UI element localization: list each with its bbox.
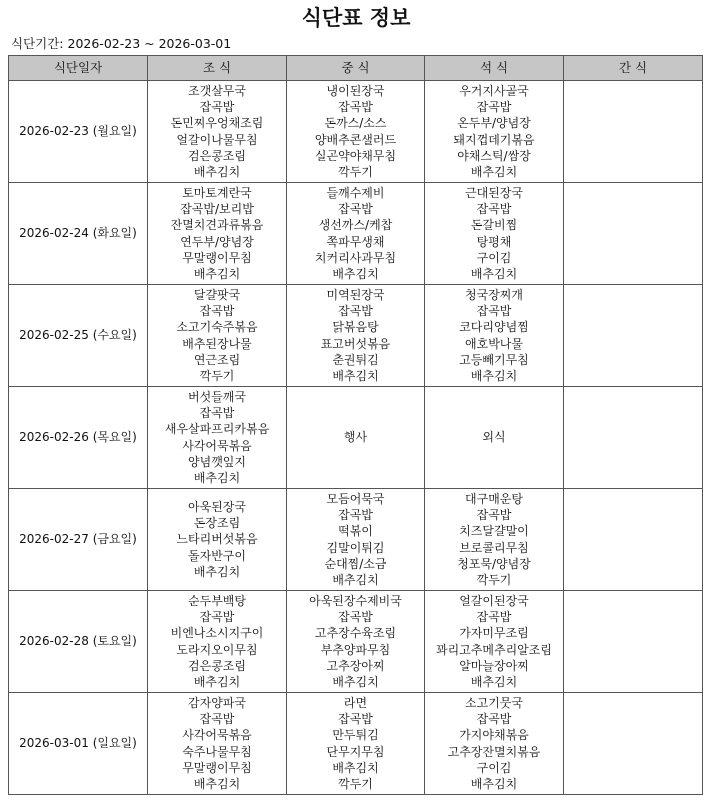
dish-item: 표고버섯볶음 (320, 336, 391, 351)
dish-item: 잡곡밥 (476, 201, 512, 216)
dish-item: 냉이된장국 (326, 83, 385, 98)
dish-item: 배추김치 (470, 675, 518, 690)
dish-item: 잡곡밥 (476, 609, 512, 624)
table-row (9, 591, 703, 693)
dish-item: 사각어묵볶음 (182, 438, 252, 453)
dish-item: 잡곡밥 (199, 99, 235, 114)
dish-item: 양념깻잎지 (188, 454, 246, 469)
dish-item: 잡곡밥 (476, 507, 512, 522)
meal-table (8, 55, 703, 795)
dish-item: 모듬어묵국 (326, 491, 385, 506)
dish-item: 고추장아찌 (326, 658, 385, 673)
dish-item: 새우살파프리카볶음 (164, 422, 270, 437)
dish-item: 외식 (482, 430, 506, 445)
dish-item: 고등빼기무침 (459, 352, 529, 367)
dish-item: 잡곡밥 (338, 303, 373, 318)
snack-cell (564, 693, 703, 795)
dish-item: 순두부백탕 (188, 593, 246, 608)
dish-item: 잡곡밥/보리밥 (180, 201, 254, 216)
meal-table-body (9, 81, 703, 795)
dish-item: 야채스틱/쌈장 (457, 148, 531, 163)
breakfast-cell (148, 183, 287, 285)
dish-item: 배추김치 (332, 369, 379, 384)
page-title: 식단표 정보 (301, 6, 411, 30)
dish-item: 잡곡밥 (199, 405, 235, 420)
dish-item: 생선까스/케찹 (318, 218, 393, 233)
date-cell: 2026-02-24 (화요일) (9, 183, 148, 285)
dish-item: 깍두기 (338, 165, 373, 180)
dish-item: 검은콩조림 (188, 148, 246, 163)
dish-item: 깍두기 (338, 777, 373, 792)
dish-item: 감자양파국 (188, 695, 246, 710)
dinner-cell (425, 591, 564, 693)
dish-item: 온두부/양념장 (457, 116, 531, 131)
dish-item: 들깨수제비 (326, 185, 385, 200)
dish-item: 김말이튀김 (326, 540, 385, 555)
lunch-cell (287, 183, 425, 285)
date-cell: 2026-02-25 (수요일) (9, 285, 148, 387)
column-header-breakfast: 조 식 (148, 56, 287, 81)
meal-period-value: 2026-02-23 ~ 2026-03-01 (67, 36, 232, 51)
dish-item: 아욱된장수제비국 (309, 593, 402, 608)
dish-item: 잡곡밥 (338, 609, 373, 624)
column-header-snack: 간 식 (564, 56, 703, 81)
dish-item: 배추김치 (332, 760, 379, 775)
dish-item: 치즈달걀말이 (459, 524, 529, 539)
lunch-cell (287, 81, 425, 183)
date-cell: 2026-02-28 (토요일) (9, 591, 148, 693)
dish-item: 비엔나소시지구이 (170, 626, 264, 641)
dish-item: 잡곡밥 (338, 201, 373, 216)
dish-item: 잡곡밥 (338, 711, 373, 726)
dish-item: 잡곡밥 (338, 99, 373, 114)
dish-item: 돈장조림 (193, 516, 241, 531)
snack-cell (564, 387, 703, 489)
dish-item: 꽈리고추메추리알조림 (436, 642, 552, 657)
dish-item: 떡볶이 (338, 524, 373, 539)
dish-item: 배추김치 (193, 165, 241, 180)
dish-item: 배추김치 (470, 369, 518, 384)
dish-item: 배추김치 (332, 267, 379, 282)
table-row (9, 693, 703, 795)
lunch-cell (287, 387, 425, 489)
dish-item: 조갯살무국 (188, 83, 246, 98)
dish-item: 얼갈이나물무침 (176, 132, 258, 147)
dish-item: 청포묵/양념장 (457, 556, 531, 571)
dish-item: 우거지사골국 (459, 83, 529, 98)
dish-item: 구이김 (476, 760, 512, 775)
snack-cell (564, 489, 703, 591)
dish-item: 깍두기 (199, 369, 235, 384)
dish-item: 배추김치 (193, 675, 241, 690)
dish-item: 순대찜/소금 (324, 556, 387, 571)
dish-item: 코다리양념찜 (459, 320, 529, 335)
dinner-cell (425, 693, 564, 795)
dish-item: 잡곡밥 (199, 303, 235, 318)
date-cell: 2026-02-26 (목요일) (9, 387, 148, 489)
dish-item: 느타리버섯볶음 (176, 532, 258, 547)
dish-item: 닭볶음탕 (332, 320, 379, 335)
breakfast-cell (148, 81, 287, 183)
breakfast-cell (148, 693, 287, 795)
column-header-dinner: 석 식 (425, 56, 564, 81)
date-cell: 2026-03-01 (일요일) (9, 693, 148, 795)
date-cell: 2026-02-23 (월요일) (9, 81, 148, 183)
table-row (9, 81, 703, 183)
dish-item: 무말랭이무침 (182, 760, 252, 775)
dish-item: 행사 (343, 430, 368, 445)
dish-item: 돈갈비찜 (470, 218, 518, 233)
dish-item: 깍두기 (476, 573, 512, 588)
dish-item: 숙주나물무침 (182, 744, 252, 759)
table-row (9, 489, 703, 591)
dish-item: 소고기숙주볶음 (176, 320, 258, 335)
snack-cell (564, 183, 703, 285)
meal-period-label: 식단기간: (11, 36, 64, 51)
dish-item: 배추김치 (332, 573, 379, 588)
dish-item: 토마토계란국 (182, 185, 252, 200)
dish-item: 잡곡밥 (476, 711, 512, 726)
lunch-cell (287, 489, 425, 591)
breakfast-cell (148, 285, 287, 387)
dish-item: 탕평채 (476, 234, 512, 249)
breakfast-cell (148, 489, 287, 591)
dish-item: 대구매운탕 (465, 491, 523, 506)
dish-item: 버섯들깨국 (188, 389, 246, 404)
dish-item: 연근조림 (193, 352, 241, 367)
snack-cell (564, 591, 703, 693)
dish-item: 배추김치 (193, 267, 241, 282)
dish-item: 배추김치 (470, 777, 518, 792)
dish-item: 미역된장국 (326, 287, 385, 302)
dish-item: 잡곡밥 (476, 99, 512, 114)
dish-item: 고추장수육조림 (314, 626, 397, 641)
dish-item: 배추김치 (470, 165, 518, 180)
dish-item: 부추양파무침 (320, 642, 391, 657)
dish-item: 사각어묵볶음 (182, 728, 252, 743)
dinner-cell (425, 387, 564, 489)
dish-item: 잡곡밥 (476, 303, 512, 318)
dish-item: 잡곡밥 (338, 507, 373, 522)
dish-item: 검은콩조림 (188, 658, 246, 673)
dish-item: 돼지껍데기볶음 (453, 132, 535, 147)
dish-item: 돌자반구이 (188, 548, 246, 563)
dish-item: 실곤약야채무침 (314, 148, 397, 163)
dish-item: 만두튀김 (332, 728, 379, 743)
table-row (9, 183, 703, 285)
lunch-cell (287, 591, 425, 693)
dish-item: 가지야채볶음 (459, 728, 529, 743)
dish-item: 춘권튀김 (332, 352, 379, 367)
dish-item: 잡곡밥 (199, 711, 235, 726)
lunch-cell (287, 693, 425, 795)
dish-item: 청국장찌개 (465, 287, 523, 302)
table-row (9, 387, 703, 489)
dish-item: 치커리사과무침 (314, 250, 397, 265)
snack-cell (564, 81, 703, 183)
dish-item: 배추김치 (193, 471, 241, 486)
dish-item: 알마늘장아찌 (459, 658, 529, 673)
dish-item: 가자미무조림 (459, 626, 529, 641)
dish-item: 배추김치 (193, 777, 241, 792)
dish-item: 달걀팟국 (193, 287, 241, 302)
breakfast-cell (148, 591, 287, 693)
dinner-cell (425, 183, 564, 285)
dish-item: 소고기뭇국 (465, 695, 523, 710)
dinner-cell (425, 489, 564, 591)
dish-item: 구이김 (476, 250, 512, 265)
dish-item: 양배추콘샐러드 (314, 132, 397, 147)
dish-item: 잡곡밥 (199, 609, 235, 624)
snack-cell (564, 285, 703, 387)
dish-item: 잔멸치견과류볶음 (170, 218, 264, 233)
dish-item: 아욱된장국 (188, 499, 246, 514)
dish-item: 얼갈이된장국 (459, 593, 529, 608)
column-header-date: 식단일자 (9, 56, 148, 81)
dinner-cell (425, 81, 564, 183)
dish-item: 돈민찌우엉채조림 (170, 116, 264, 131)
dish-item: 단무지무침 (326, 744, 385, 759)
dish-item: 배추김치 (193, 564, 241, 579)
dish-item: 배추된장나물 (182, 336, 252, 351)
table-row (9, 285, 703, 387)
meal-period (11, 35, 231, 52)
dish-item: 근대된장국 (465, 185, 523, 200)
date-cell: 2026-02-27 (금요일) (9, 489, 148, 591)
dish-item: 배추김치 (332, 675, 379, 690)
dinner-cell (425, 285, 564, 387)
lunch-cell (287, 285, 425, 387)
dish-item: 애호박나물 (465, 336, 523, 351)
dish-item: 연두부/양념장 (180, 234, 254, 249)
breakfast-cell (148, 387, 287, 489)
dish-item: 고추장잔멸치볶음 (447, 744, 541, 759)
column-header-lunch: 중 식 (287, 56, 425, 81)
dish-item: 브로콜리무침 (459, 540, 529, 555)
dish-item: 도라지오이무침 (176, 642, 258, 657)
dish-item: 배추김치 (470, 267, 518, 282)
table-header-row (9, 56, 703, 81)
dish-item: 돈까스/소스 (324, 116, 387, 131)
dish-item: 쪽파무생채 (326, 234, 385, 249)
dish-item: 무말랭이무침 (182, 250, 252, 265)
dish-item: 라면 (343, 695, 368, 710)
